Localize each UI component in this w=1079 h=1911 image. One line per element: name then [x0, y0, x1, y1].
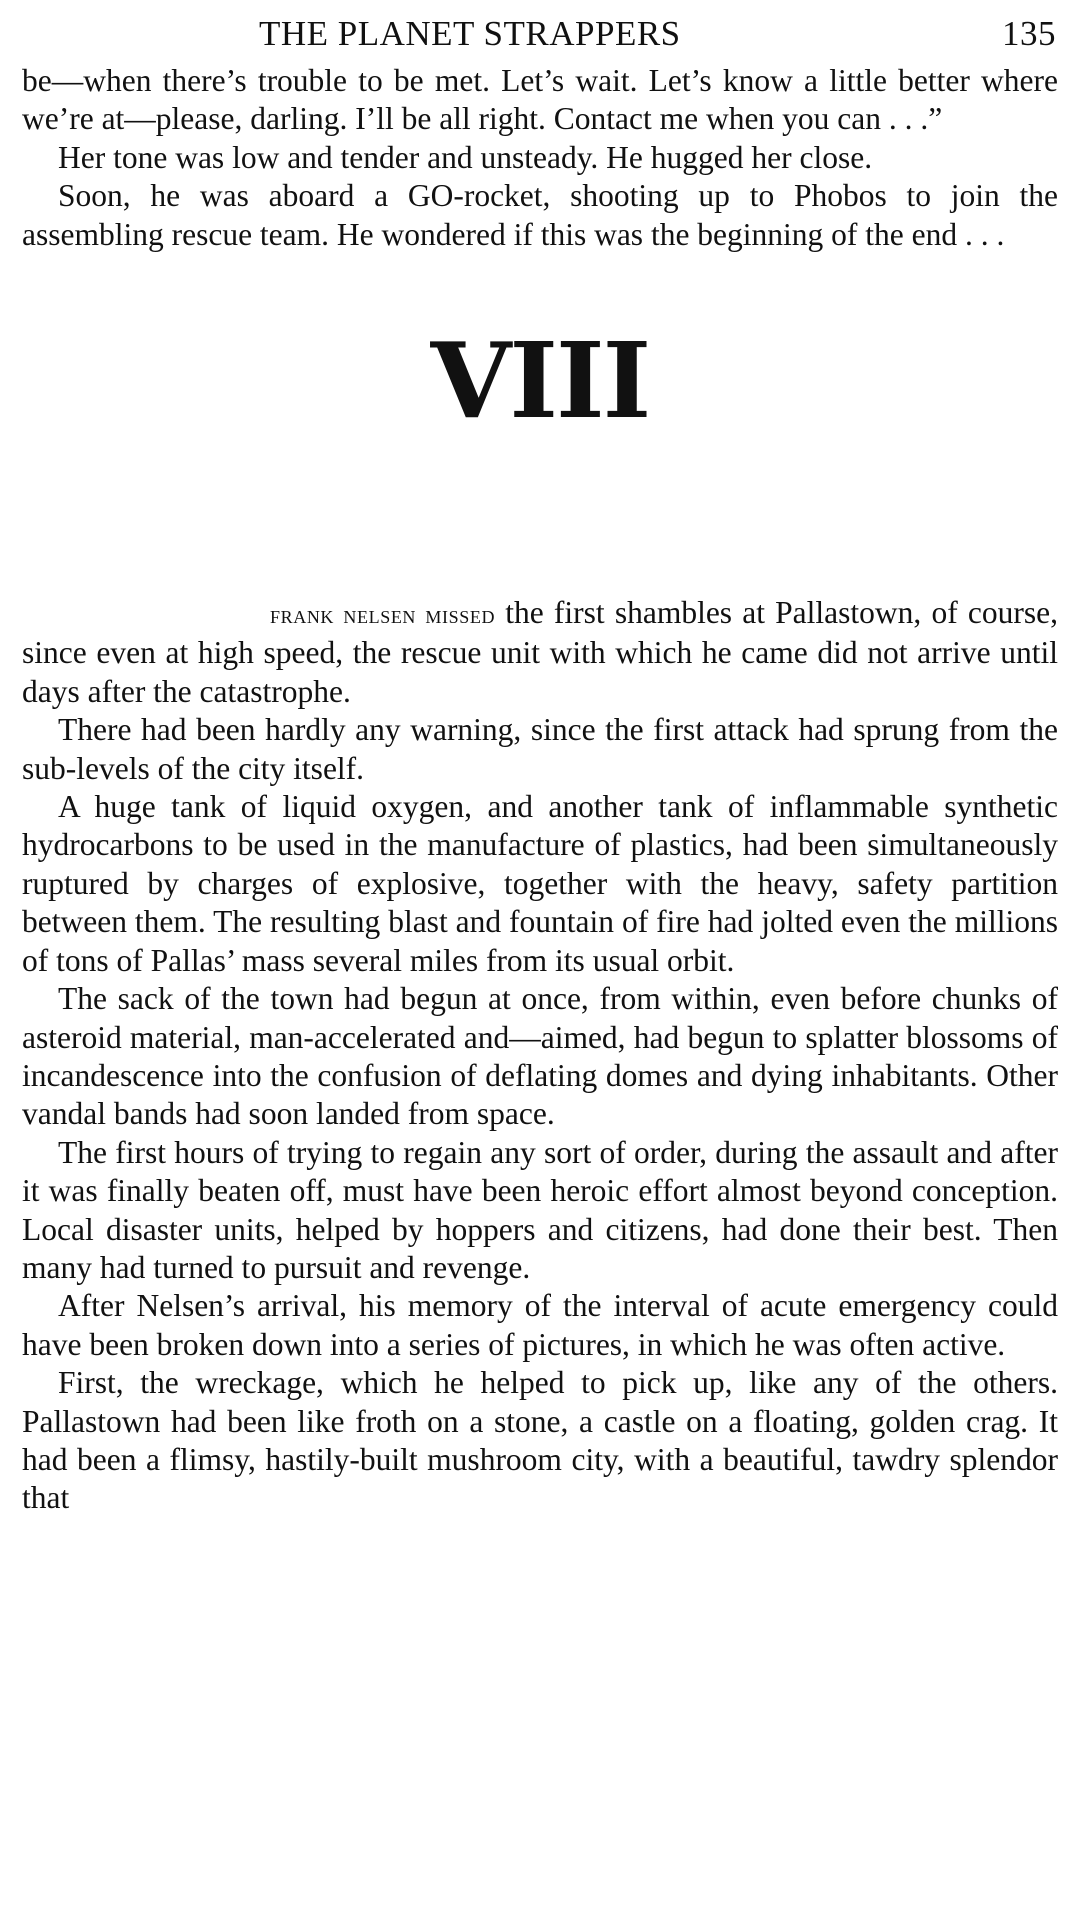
paragraph: The sack of the town had begun at once, from within, even before chunks of asteroid material, man-accelerated and—aimed, had begun to splatter blossoms of incandescence into the confusion of deflating domes and dying inhabitants. Other vandal bands had soon landed from space.	[22, 981, 1058, 1132]
running-title: THE PLANET STRAPPERS	[259, 14, 681, 53]
body-text-top	[22, 62, 1058, 254]
body-text-chapter	[22, 594, 1058, 1518]
chapter-opening-text: the first shambles at Pallastown, of course, since even at high speed, the rescue unit with which he came did not arrive until days after the catastrophe.	[22, 595, 1058, 709]
book-page	[22, 0, 1058, 1518]
chapter-numeral: VIII	[430, 319, 650, 443]
paragraph: After Nelsen’s arrival, his memory of the interval of acute emergency could have been broken down into a series of pictures, in which he was often active.	[22, 1288, 1058, 1362]
page-number: 135	[1002, 14, 1056, 53]
paragraph: A huge tank of liquid oxygen, and another tank of inflammable synthetic hydrocarbons to be used in the manufacture of plastics, had been simultaneously ruptured by charges of explosive, together with the heavy, safety partition between them. The resulting blast and fountain of fire had jolted even the millions of tons of Pallas’ mass several miles from its usual orbit.	[22, 789, 1058, 978]
chapter-opening-paragraph	[22, 594, 1058, 711]
chapter-heading	[22, 254, 1058, 594]
running-header	[22, 0, 1058, 62]
paragraph: There had been hardly any warning, since the first attack had sprung from the sub-levels of the city itself.	[22, 712, 1058, 786]
paragraph: Soon, he was aboard a GO-rocket, shooting up to Phobos to join the assembling rescue team. He wondered if this was the beginning of the end . . .	[22, 178, 1058, 252]
paragraph: be—when there’s trouble to be met. Let’s wait. Let’s know a little better where we’re at—please, darling. I’ll be all right. Contact me when you can . . .”	[22, 63, 1058, 137]
paragraph: The first hours of trying to regain any sort of order, during the assault and after it was finally beaten off, must have been heroic effort almost beyond conception. Local disaster units, helped by hoppers and citizens, had done their best. Then many had turned to pursuit and revenge.	[22, 1134, 1058, 1285]
paragraph: Her tone was low and tender and unsteady. He hugged her close.	[58, 139, 873, 175]
chapter-lead-in: frank nelsen missed	[270, 600, 496, 630]
paragraph: First, the wreckage, which he helped to pick up, like any of the others. Pallastown had been like froth on a stone, a castle on a floating, golden crag. It had been a flimsy, hastily-built mushroom city, with a beautiful, tawdry splendor that	[22, 1365, 1058, 1516]
